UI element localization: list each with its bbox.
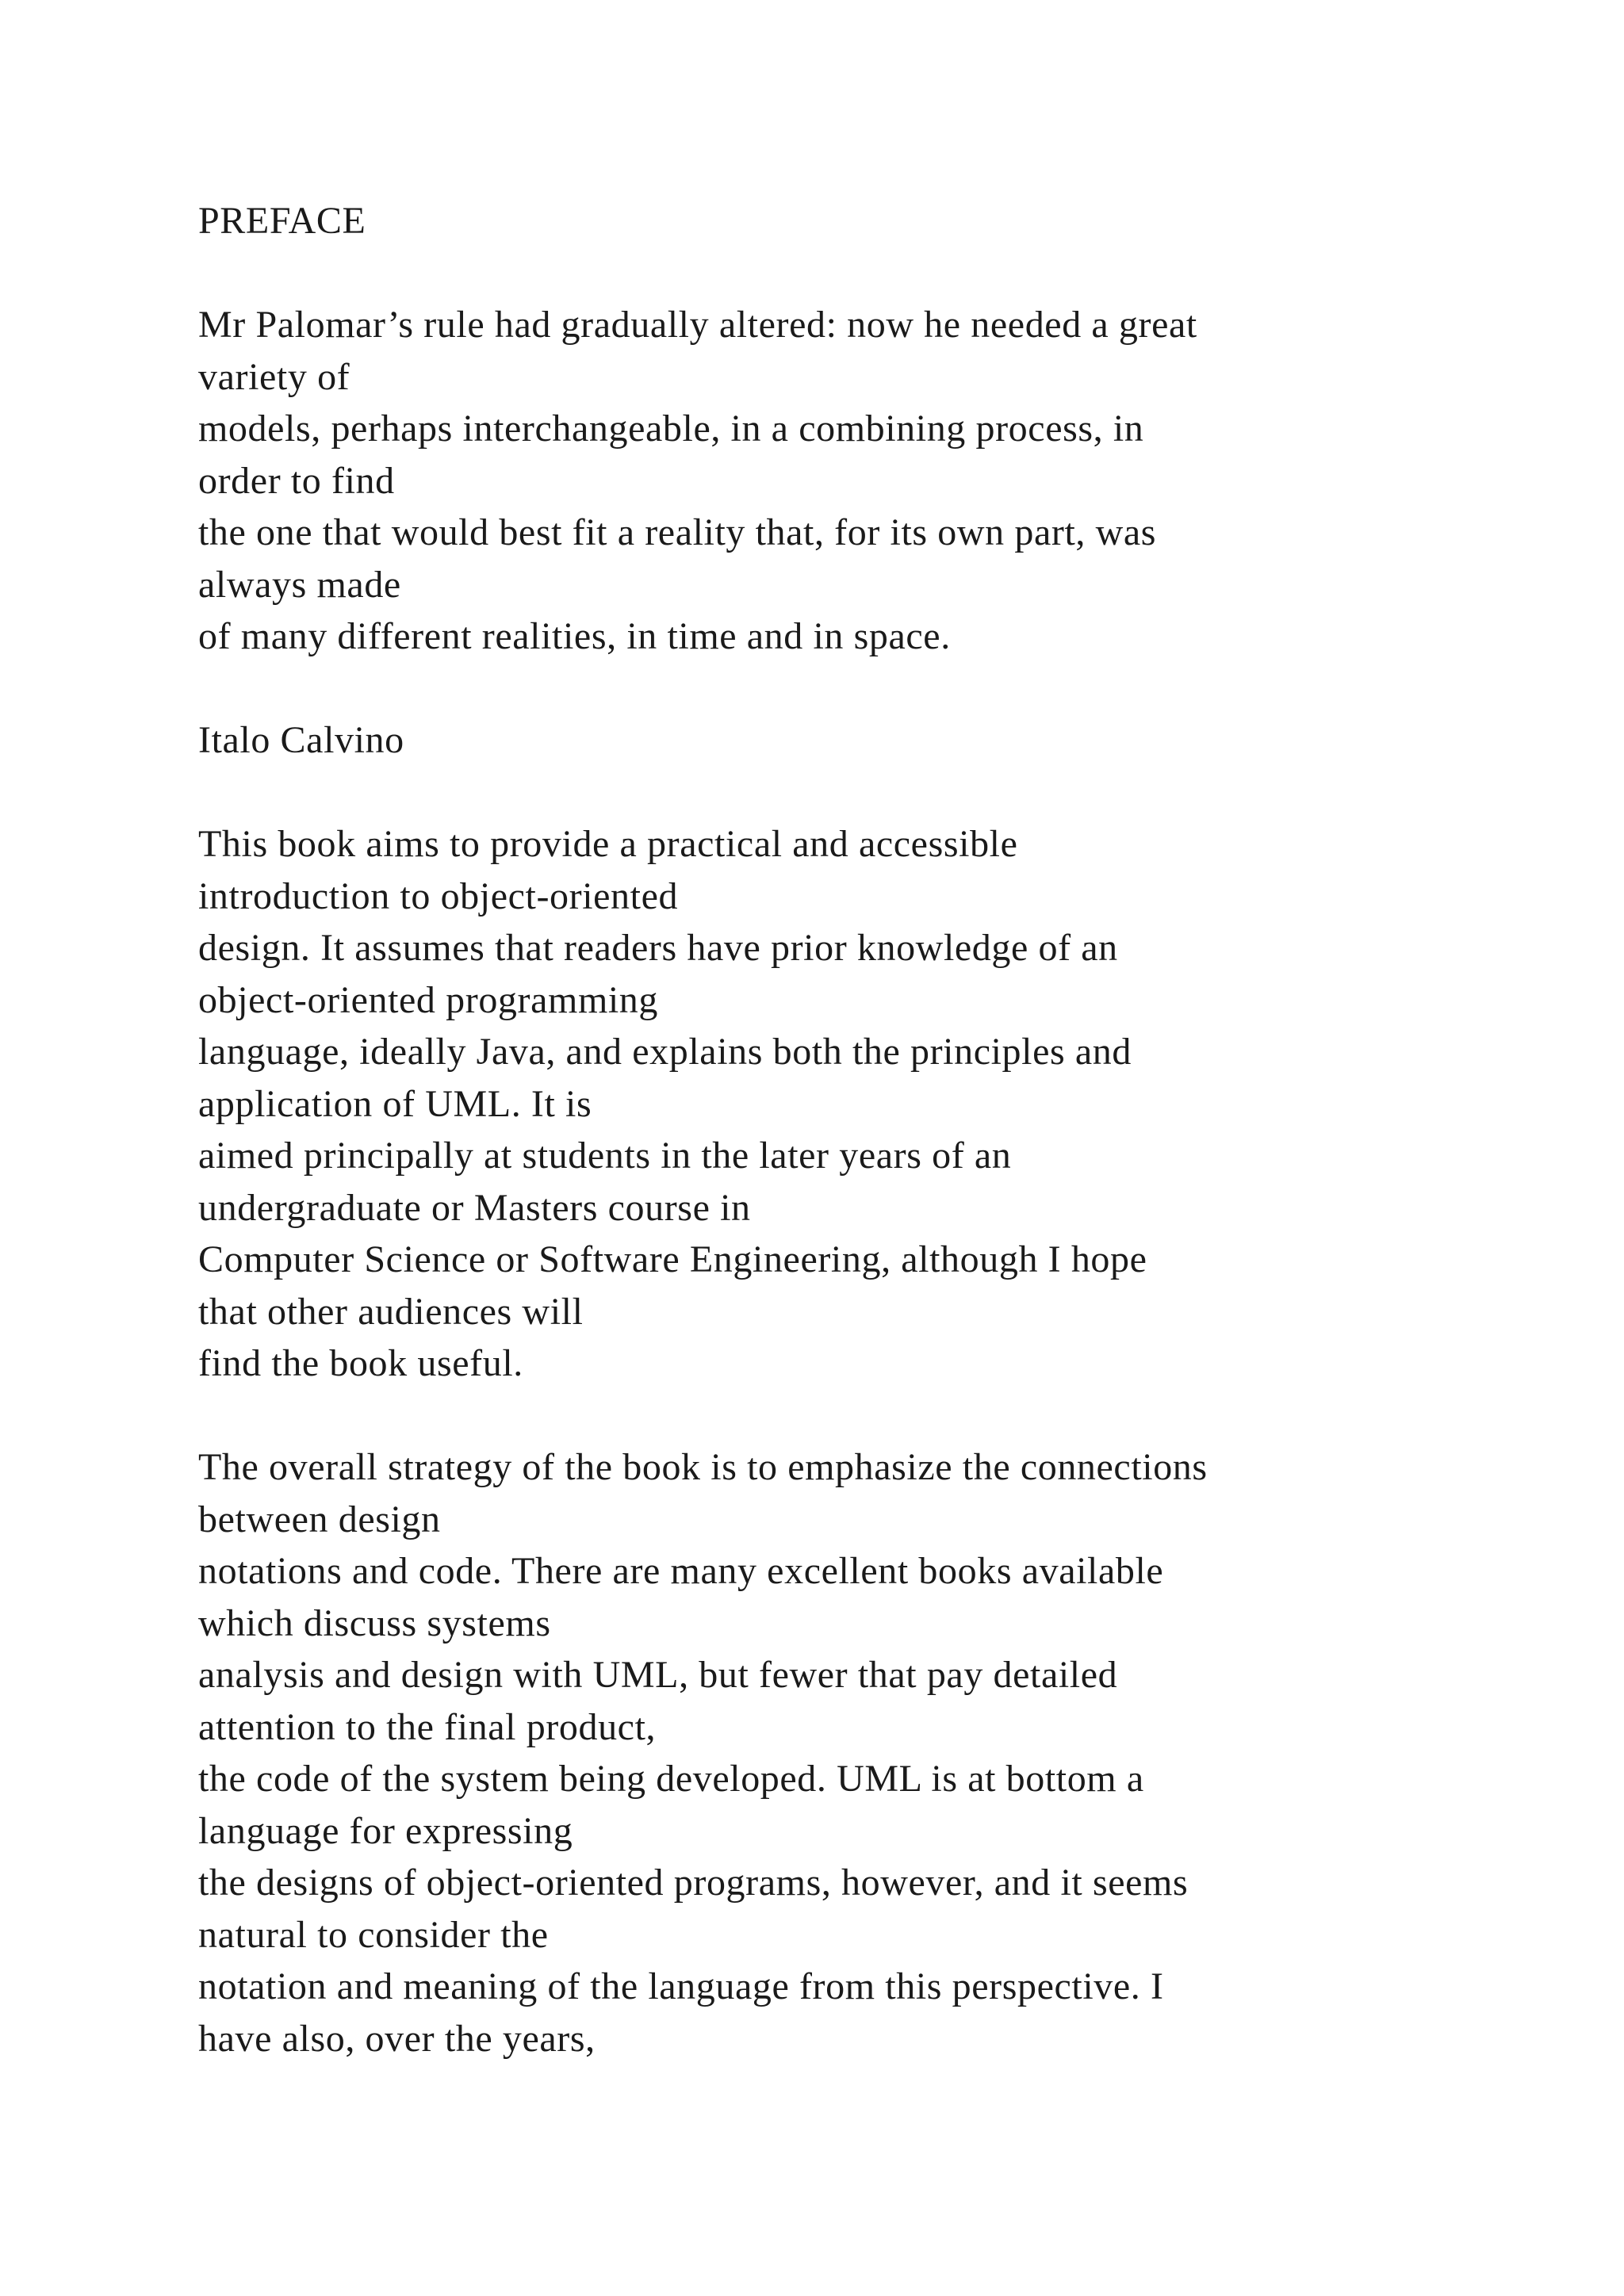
epigraph-line: the one that would best fit a reality that, for its own part, was [198, 511, 1157, 553]
paragraph-line: language for expressing [198, 1809, 573, 1852]
paragraph-line: This book aims to provide a practical and accessible [198, 823, 1018, 865]
epigraph [198, 299, 1546, 663]
paragraph-line: The overall strategy of the book is to emphasize the connections [198, 1446, 1208, 1488]
paragraph-line: have also, over the years, [198, 2017, 596, 2060]
paragraph-line: which discuss systems [198, 1601, 551, 1644]
epigraph-line: of many different realities, in time and in space. [198, 615, 951, 657]
epigraph-line: Mr Palomar’s rule had gradually altered: now he needed a great [198, 304, 1197, 346]
epigraph-line: variety of [198, 355, 350, 398]
paragraph-line: between design [198, 1498, 441, 1540]
paragraph-line: language, ideally Java, and explains both the principles and [198, 1031, 1132, 1073]
paragraph-line: the designs of object-oriented programs, however, and it seems [198, 1862, 1189, 1904]
spacer [198, 767, 1546, 819]
paragraph-line: application of UML. It is [198, 1082, 592, 1125]
paragraph-line: analysis and design with UML, but fewer that pay detailed [198, 1654, 1118, 1696]
document-body [198, 195, 1546, 2064]
epigraph-author: Italo Calvino [198, 719, 404, 761]
paragraph-line: aimed principally at students in the later years of an [198, 1135, 1012, 1177]
paragraph-line: find the book useful. [198, 1342, 523, 1384]
paragraph-line: notation and meaning of the language from this perspective. I [198, 1965, 1164, 2007]
spacer [198, 1390, 1546, 1442]
paragraph-line: attention to the final product, [198, 1705, 657, 1748]
paragraph-line: natural to consider the [198, 1913, 549, 1956]
spacer [198, 663, 1546, 715]
paragraph-line: Computer Science or Software Engineering, although I hope [198, 1238, 1147, 1280]
epigraph-line: models, perhaps interchangeable, in a combining process, in [198, 408, 1144, 450]
spacer [198, 247, 1546, 300]
page-title: PREFACE [198, 200, 366, 242]
paragraph-line: undergraduate or Masters course in [198, 1186, 751, 1229]
epigraph-line: order to find [198, 459, 395, 502]
paragraph-line: introduction to object-oriented [198, 874, 679, 917]
epigraph-line: always made [198, 563, 401, 606]
paragraph-line: the code of the system being developed. UML is at bottom a [198, 1758, 1144, 1800]
paragraph-line: object-oriented programming [198, 978, 659, 1021]
paragraph-line: notations and code. There are many excellent books available [198, 1550, 1164, 1592]
paragraph-1 [198, 818, 1546, 1390]
paragraph-2 [198, 1441, 1546, 2064]
paragraph-line: that other audiences will [198, 1290, 584, 1333]
paragraph-line: design. It assumes that readers have prior knowledge of an [198, 927, 1118, 969]
